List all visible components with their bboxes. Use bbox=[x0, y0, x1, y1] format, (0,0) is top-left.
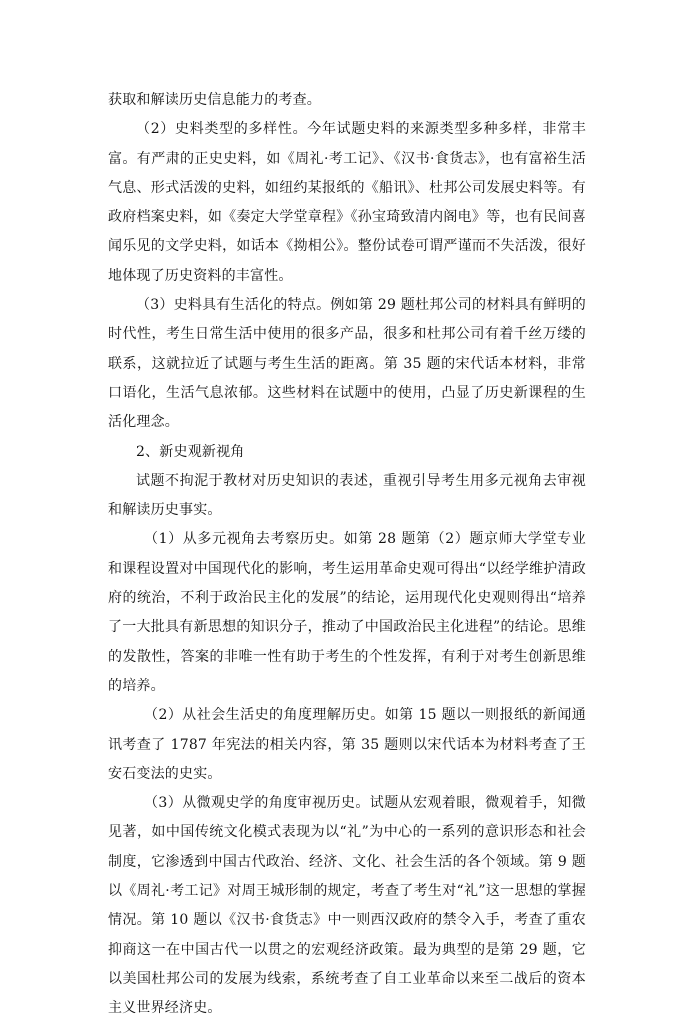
document-body bbox=[108, 86, 586, 1024]
paragraph-continuation: 获取和解读历史信息能力的考查。 bbox=[108, 92, 321, 108]
paragraph-micro-history: （3）从微观史学的角度审视历史。试题从宏观着眼，微观着手，知微见著，如中国传统文化模式表现为以“礼”为中心的一系列的意识形态和社会制度，它渗透到中国古代政治、经济、文化、社会生活的各个领域。第 9 题以《周礼·考工记》对周王城形制的规定，考查了考生对“礼”这一思想的掌握情况。第 10 题以《汉书·食货志》中一则西汉政府的禁令入手，考查了重农抑商这一在中国古代一以贯之的宏观经济政策。最为典型的是第 29 题，它以美国杜邦公司的发展为线索，系统考查了自工业革命以来至二战后的资本主义世界经济史。 bbox=[108, 795, 586, 1017]
section-heading-new-perspective: 2、新史观新视角 bbox=[136, 443, 245, 460]
paragraph-multi-perspective-intro: 试题不拘泥于教材对历史知识的表述，重视引导考生用多元视角去审视和解读历史事实。 bbox=[108, 472, 586, 519]
paragraph-multi-perspective: （1）从多元视角去考察历史。如第 28 题第（2）题京师大学堂专业和课程设置对中国现代化的影响，考生运用革命史观可得出“以经学维护清政府的统治，不利于政治民主化的发展”的结论，运用现代化史观则得出“培养了一大批具有新思想的知识分子，推动了中国政治民主化进程”的结论。思维的发散性，答案的非唯一性有助于考生的个性发挥，有利于对考生创新思维的培养。 bbox=[108, 531, 586, 694]
paragraph-source-diversity: （2）史料类型的多样性。今年试题史料的来源类型多种多样，非常丰富。有严肃的正史史料，如《周礼·考工记》、《汉书·食货志》，也有富裕生活气息、形式活泼的史料，如纽约某报纸的《船讯》、杜邦公司发展史料等。有政府档案史料，如《奏定大学堂章程》《孙宝琦致清内阁电》等，也有民间喜闻乐见的文学史料，如话本《拗相公》。整份试卷可谓严谨而不失活泼，很好地体现了历史资料的丰富性。 bbox=[108, 121, 586, 284]
paragraph-daily-life: （3）史料具有生活化的特点。例如第 29 题杜邦公司的材料具有鲜明的时代性，考生日常生活中使用的很多产品，很多和杜邦公司有着千丝万缕的联系，这就拉近了试题与考生生活的距离。第 35 题的宋代话本材料，非常口语化，生活气息浓郁。这些材料在试题中的使用，凸显了历史新课程的生活化理念。 bbox=[108, 297, 586, 431]
paragraph-social-history: （2）从社会生活史的角度理解历史。如第 15 题以一则报纸的新闻通讯考查了 1787 年宪法的相关内容，第 35 题则以宋代话本为材料考查了王安石变法的史实。 bbox=[108, 707, 586, 782]
